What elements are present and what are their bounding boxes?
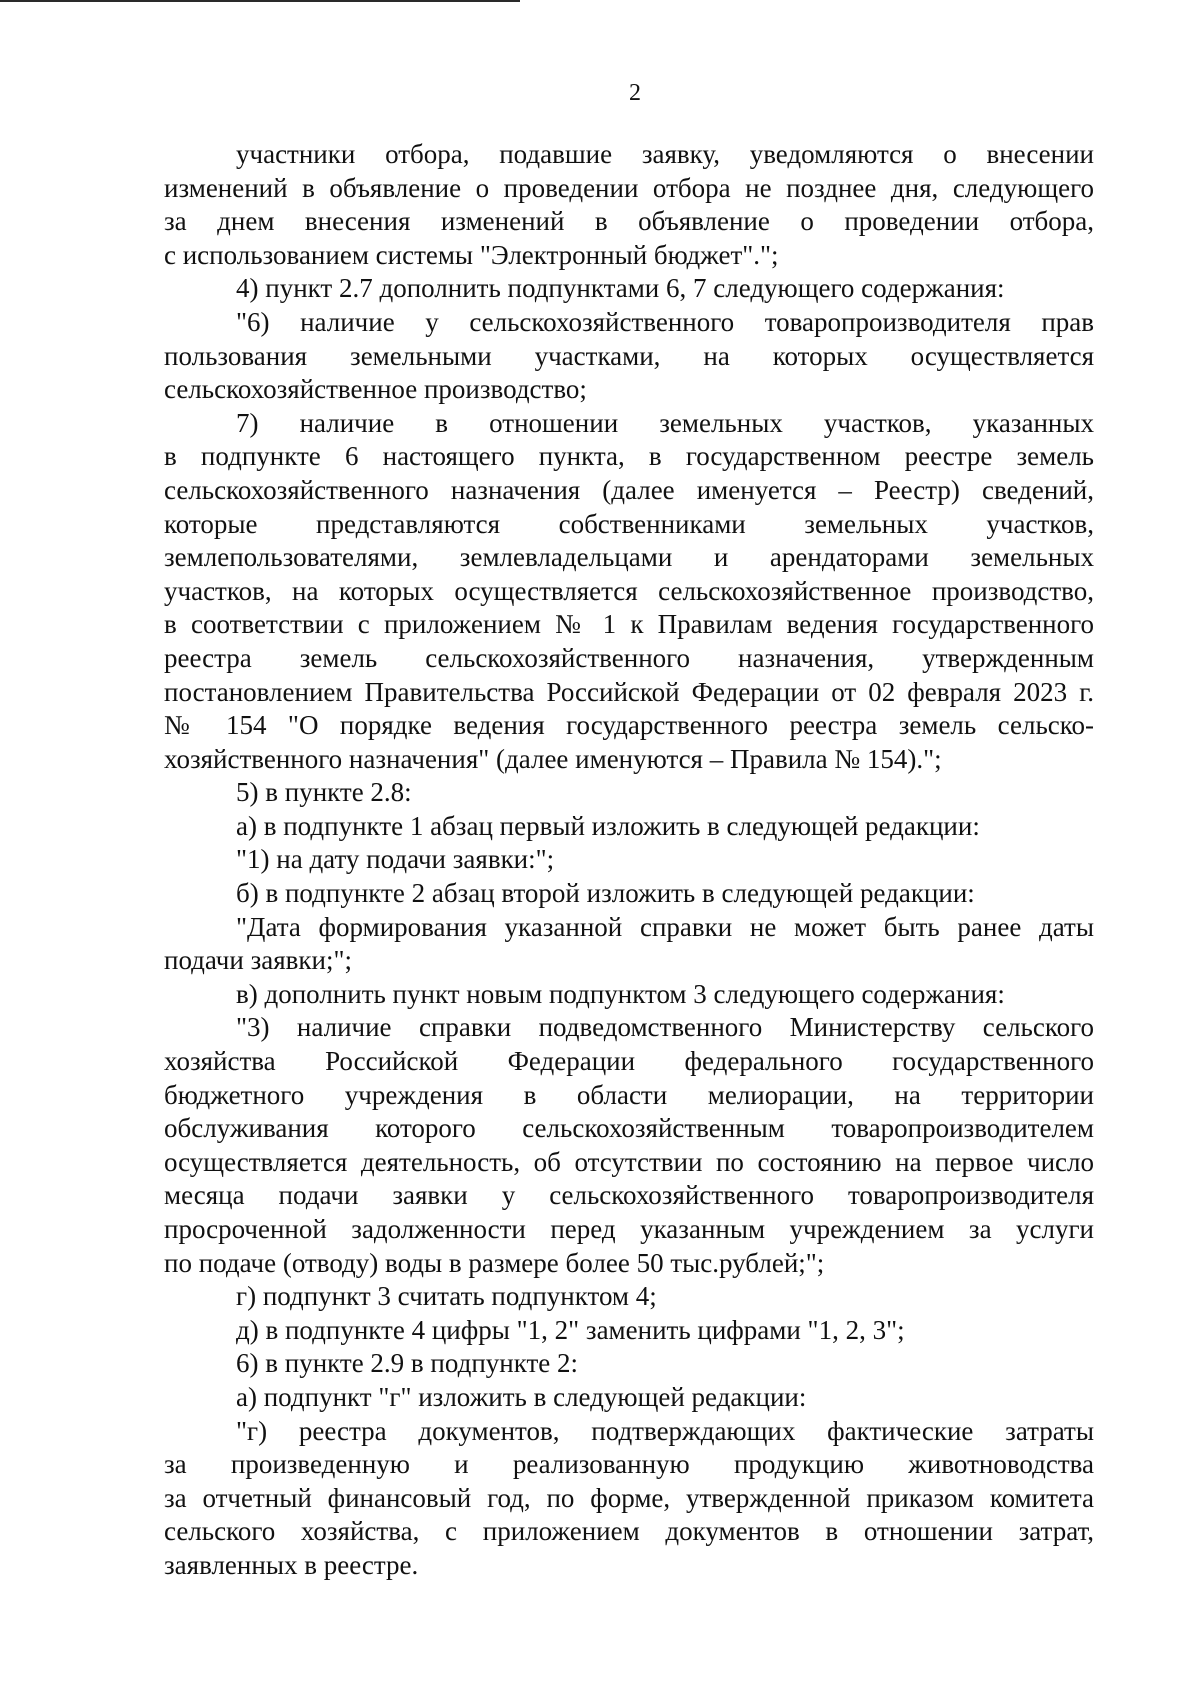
text-line: а) в подпункте 1 абзац первый изложить в следующей редакции: — [236, 810, 980, 841]
text-line: "г) реестра документов, подтверждающих фактические затраты — [236, 1415, 1094, 1446]
text-line: № 154 "О порядке ведения государственного реестра земель сельско- — [164, 710, 1094, 741]
text-line: реестра земель сельскохозяйственного назначения, утвержденным — [164, 642, 1094, 673]
text-line: 7) наличие в отношении земельных участков, указанных — [236, 407, 1094, 438]
text-line: заявленных в реестре. — [164, 1549, 419, 1580]
text-line: хозяйства Российской Федерации федерального государственного — [164, 1046, 1094, 1077]
document-body — [164, 138, 1094, 1583]
text-line: сельского хозяйства, с приложением документов в отношении затрат, — [164, 1516, 1094, 1547]
text-line: осуществляется деятельность, об отсутствии по состоянию на первое число — [164, 1146, 1094, 1177]
text-line: в соответствии с приложением № 1 к Правилам ведения государственного — [164, 609, 1094, 640]
text-line: д) в подпункте 4 цифры "1, 2" заменить цифрами "1, 2, 3"; — [236, 1314, 905, 1345]
text-line: г) подпункт 3 считать подпунктом 4; — [236, 1281, 657, 1312]
text-line: сельскохозяйственное производство; — [164, 374, 587, 405]
text-line: изменений в объявление о проведении отбора не позднее дня, следующего — [164, 172, 1094, 203]
scan-edge-line — [0, 0, 520, 2]
text-line: участков, на которых осуществляется сельскохозяйственное производство, — [164, 575, 1094, 606]
text-line: пользования земельными участками, на которых осуществляется — [164, 340, 1094, 371]
text-line: за отчетный финансовый год, по форме, утвержденной приказом комитета — [164, 1482, 1094, 1513]
text-line: просроченной задолженности перед указанным учреждением за услуги — [164, 1214, 1094, 1244]
text-line: "1) на дату подачи заявки:"; — [236, 844, 555, 875]
text-line: "3) наличие справки подведомственного Министерству сельского — [236, 1012, 1094, 1043]
text-line: которые представляются собственниками земельных участков, — [164, 508, 1094, 539]
text-line: 5) в пункте 2.8: — [236, 777, 412, 808]
text-line: 6) в пункте 2.9 в подпункте 2: — [236, 1348, 579, 1379]
text-line: в) дополнить пункт новым подпунктом 3 следующего содержания: — [236, 978, 1005, 1009]
text-line: хозяйственного назначения" (далее именуются – Правила № 154)."; — [164, 743, 942, 774]
text-line: "6) наличие у сельскохозяйственного товаропроизводителя прав — [236, 306, 1094, 337]
text-line: землепользователями, землевладельцами и арендаторами земельных — [164, 542, 1094, 573]
text-line: подачи заявки;"; — [164, 945, 352, 976]
text-line: сельскохозяйственного назначения (далее именуется – Реестр) сведений, — [164, 474, 1094, 505]
text-line: б) в подпункте 2 абзац второй изложить в следующей редакции: — [236, 878, 975, 909]
text-line: месяца подачи заявки у сельскохозяйственного товаропроизводителя — [164, 1180, 1094, 1211]
text-line: бюджетного учреждения в области мелиорации, на территории — [164, 1079, 1094, 1110]
text-line: участники отбора, подавшие заявку, уведомляются о внесении — [236, 139, 1094, 169]
text-line: по подаче (отводу) воды в размере более 50 тыс.рублей;"; — [164, 1247, 825, 1278]
page-number: 2 — [629, 80, 641, 106]
text-line: постановлением Правительства Российской Федерации от 02 февраля 2023 г. — [164, 676, 1094, 707]
text-line: за днем внесения изменений в объявление о проведении отбора, — [164, 206, 1094, 237]
text-line: в подпункте 6 настоящего пункта, в государственном реестре земель — [164, 441, 1094, 472]
text-line: а) подпункт "г" изложить в следующей редакции: — [236, 1381, 807, 1412]
text-line: "Дата формирования указанной справки не может быть ранее даты — [236, 911, 1094, 942]
text-line: 4) пункт 2.7 дополнить подпунктами 6, 7 следующего содержания: — [236, 273, 1005, 304]
text-line: обслуживания которого сельскохозяйственным товаропроизводителем — [164, 1113, 1094, 1144]
text-line: с использованием системы "Электронный бюджет"."; — [164, 239, 779, 270]
text-line: за произведенную и реализованную продукцию животноводства — [164, 1449, 1094, 1480]
